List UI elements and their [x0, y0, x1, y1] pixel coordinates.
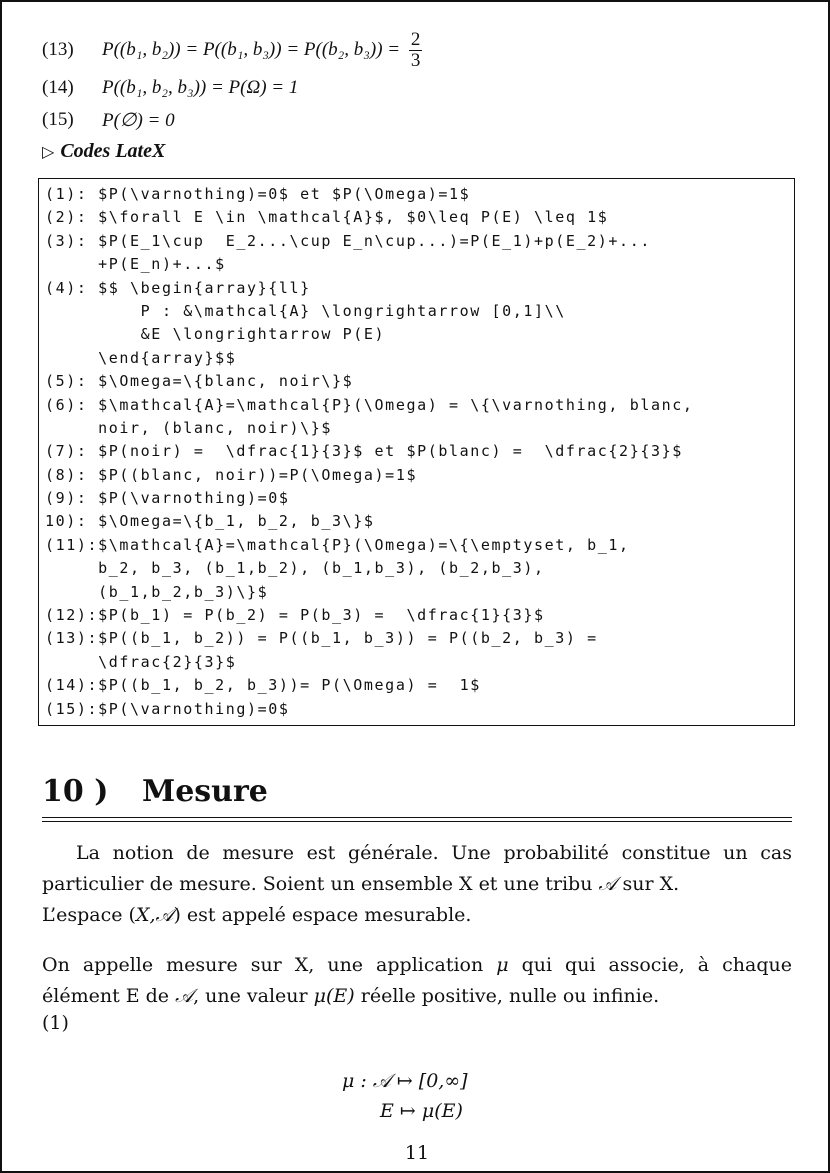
- equation-body: P(∅) = 0: [102, 109, 175, 131]
- equation-list: [42, 28, 422, 136]
- triangle-marker-icon: ▷: [42, 144, 55, 161]
- inline-math: μ(E): [313, 985, 355, 1007]
- code-line: (7): $P(noir) = \dfrac{1}{3}$ et $P(blanc) = \dfrac{2}{3}$: [45, 442, 683, 461]
- paragraph-measure-intro: [42, 838, 792, 931]
- code-line: b_2, b_3, (b_1,b_2), (b_1,b_3), (b_2,b_3),: [45, 559, 545, 578]
- equation-label: (1): [42, 1012, 69, 1034]
- paragraph-line: La notion de mesure est générale. Une probabilité constitue un cas: [76, 842, 792, 864]
- latex-code-box: [38, 178, 795, 726]
- code-line: noir, (blanc, noir)\}$: [45, 418, 333, 437]
- display-math: [342, 1066, 468, 1126]
- code-line: 10): $\Omega=\{b_1, b_2, b_3\}$: [45, 512, 375, 531]
- equation-number: (13): [42, 39, 74, 60]
- code-line: (9): $P(\varnothing)=0$: [45, 489, 290, 508]
- code-line: (15):$P(\varnothing)=0$: [45, 699, 290, 718]
- paragraph-measure-definition: [42, 950, 792, 1012]
- page-number: 11: [404, 1142, 430, 1164]
- code-line: (4): $$ \begin{array}{ll}: [45, 278, 311, 297]
- text-run: particulier de mesure. Soient un ensemble X et une tribu: [42, 873, 599, 895]
- fraction: [409, 30, 423, 71]
- script-a-symbol: 𝒜: [598, 873, 617, 895]
- code-line: (8): $P((blanc, noir))=P(\Omega)=1$: [45, 465, 418, 484]
- text-run: L’espace (: [42, 904, 136, 926]
- paragraph-line: [42, 950, 792, 981]
- equation-15: [42, 104, 422, 136]
- equation-lhs: P((b₁, b₂)) = P((b₁, b₃)) = P((b₂, b₃)) =: [102, 38, 401, 60]
- inline-math: μ: [496, 954, 509, 976]
- code-line: (3): $P(E_1\cup E_2...\cup E_n\cup...)=P(E_1)+p(E_2)+...: [45, 231, 651, 250]
- code-line: (b_1,b_2,b_3)\}$: [45, 582, 269, 601]
- display-math-row: E ↦ μ(E): [380, 1100, 463, 1122]
- text-run: ) est appelé espace mesurable.: [173, 904, 472, 926]
- section-title: Mesure: [142, 774, 268, 809]
- equation-body: P((b₁, b₂, b₃)) = P(Ω) = 1: [102, 77, 299, 98]
- text-run: sur X.: [616, 873, 680, 895]
- code-line: (6): $\mathcal{A}=\mathcal{P}(\Omega) = \{\varnothing, blanc,: [45, 395, 694, 414]
- text-run: , une valeur: [193, 985, 314, 1007]
- section-rule: [42, 821, 792, 822]
- code-line: \end{array}$$: [45, 348, 237, 367]
- text-run: qui qui associe, à chaque: [508, 954, 792, 976]
- display-math-row: μ : 𝒜 ↦ [0,∞]: [342, 1070, 468, 1092]
- code-line: (11):$\mathcal{A}=\mathcal{P}(\Omega)=\{\emptyset, b_1,: [45, 535, 630, 554]
- code-line: &E \longrightarrow P(E): [45, 325, 386, 344]
- inline-math: X,𝒜: [135, 904, 174, 926]
- text-run: On appelle mesure sur X, une application: [42, 954, 497, 976]
- code-line: \dfrac{2}{3}$: [45, 652, 237, 671]
- code-line: P : &\mathcal{A} \longrightarrow [0,1]\\: [45, 301, 566, 320]
- text-run: réelle positive, nulle ou infinie.: [354, 985, 660, 1007]
- equation-body: [102, 30, 422, 71]
- section-rule: [42, 817, 792, 818]
- codes-heading: [42, 140, 165, 163]
- code-line: +P(E_n)+...$: [45, 255, 226, 274]
- code-line: (2): $\forall E \in \mathcal{A}$, $0\leq P(E) \leq 1$: [45, 208, 609, 227]
- fraction-denominator: 3: [410, 49, 421, 71]
- fraction-numerator: 2: [410, 28, 421, 50]
- code-line: (5): $\Omega=\{blanc, noir\}$: [45, 372, 354, 391]
- code-line: (12):$P(b_1) = P(b_2) = P(b_3) = \dfrac{1}{3}$: [45, 606, 545, 625]
- codes-heading-label: Codes LateX: [60, 140, 166, 162]
- equation-14: [42, 72, 422, 104]
- script-a-symbol: 𝒜: [175, 985, 194, 1007]
- text-run: élément E de: [42, 985, 176, 1007]
- paragraph-line: [42, 869, 792, 900]
- equation-number: (14): [42, 77, 74, 98]
- paragraph-line: [42, 900, 792, 931]
- paragraph-line: [42, 981, 792, 1012]
- code-line: (1): $P(\varnothing)=0$ et $P(\Omega)=1$: [45, 185, 471, 203]
- section-heading: [42, 774, 268, 809]
- code-line: (13):$P((b_1, b_2)) = P((b_1, b_3)) = P((b_2, b_3) =: [45, 629, 598, 648]
- section-number: 10 ): [42, 774, 109, 809]
- equation-number: (15): [42, 109, 74, 130]
- code-line: (14):$P((b_1, b_2, b_3))= P(\Omega) = 1$: [45, 676, 481, 695]
- equation-13: [42, 28, 422, 72]
